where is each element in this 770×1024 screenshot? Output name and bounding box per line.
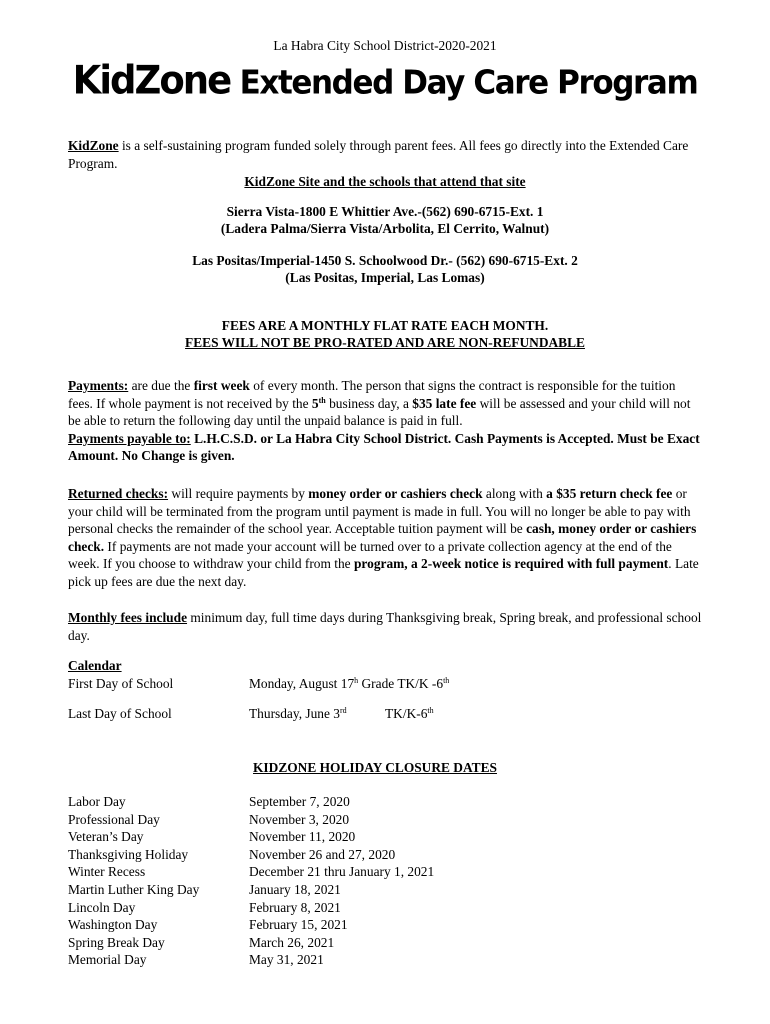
holiday-date: February 15, 2021 [249,917,348,933]
program-title-rest: Extended Day Care Program [230,64,698,102]
program-title-kidzone: KidZone [72,57,231,103]
holiday-row [68,899,702,917]
holiday-date: May 31, 2021 [249,952,324,968]
holiday-row [68,793,702,811]
first-day-label: First Day of School [68,676,174,691]
district-header: La Habra City School District-2020-2021 [273,38,497,53]
holiday-name: Martin Luther King Day [68,881,200,897]
holiday-name: Winter Recess [68,864,146,880]
holiday-date: January 18, 2021 [249,881,341,897]
holiday-date: September 7, 2020 [249,794,350,809]
holiday-row [68,881,702,899]
monthly-fees-paragraph: Monthly fees include minimum day, full time days during Thanksgiving break, Spring break, and professional school day. [68,610,702,643]
returned-checks-paragraph: Returned checks: will require payments by money order or cashiers check along with a $35 return check fee or your child will be terminated from the program until payment is made in full. You will no longer be able to pay with personal checks the remainder of the school year. Acceptable tuition payment will be cash, money order or cashiers check. If payments are not made your account will be turned over to a private collection agency at the end of the week. If you choose to withdraw your child from the program, a 2-week notice is required with full payment. Late pick up fees are due the next day. [68,486,699,589]
holiday-row [68,846,702,864]
holiday-row [68,811,702,829]
fees-notice-line-2: FEES WILL NOT BE PRO-RATED AND ARE NON-REFUNDABLE [185,335,585,350]
holiday-name: Memorial Day [68,952,147,968]
holiday-row [68,934,702,952]
site-2-schools: (Las Positas, Imperial, Las Lomas) [285,270,485,285]
calendar-heading: Calendar [68,658,122,673]
site-2-address: Las Positas/Imperial-1450 S. Schoolwood Dr.- (562) 690-6715-Ext. 2 [192,253,578,268]
holiday-closure-heading: KIDZONE HOLIDAY CLOSURE DATES [253,760,497,775]
sites-heading: KidZone Site and the schools that attend that site [244,174,526,189]
holiday-date: March 26, 2021 [249,934,335,950]
holiday-date: November 26 and 27, 2020 [249,846,396,862]
holiday-name: Lincoln Day [68,899,136,915]
holiday-name: Labor Day [68,794,126,809]
holiday-row [68,828,702,846]
holiday-closure-list [68,793,702,969]
holiday-name: Spring Break Day [68,934,165,950]
first-day-date: Monday, August 17$^h$ Grade TK/K -6th [249,676,450,691]
holiday-name: Veteran’s Day [68,829,144,845]
holiday-row [68,916,702,934]
holiday-date: November 3, 2020 [249,811,350,827]
program-title [0,59,770,105]
intro-paragraph: KidZone is a self-sustaining program funded solely through parent fees. All fees go directly into the Extended Care Program. [68,138,689,171]
holiday-row [68,863,702,881]
last-day-grade: TK/K-6th [385,706,434,721]
holiday-name: Professional Day [68,811,160,827]
payments-paragraph: Payments: are due the first week of every month. The person that signs the contract is responsible for the tuition fees. If whole payment is not received by the 5th business day, a $35 late fee will be assessed and your child will not be able to return the following day until the unpaid balance is paid in full. Payments payable to: L.H.C.S.D. or La Habra City School District. Cash Payments is Accepted. Must be Exact Amount. No Change is given. [68,378,700,464]
holiday-date: February 8, 2021 [249,899,341,915]
holiday-name: Washington Day [68,917,158,933]
holiday-date: December 21 thru January 1, 2021 [249,864,435,880]
site-1-schools: (Ladera Palma/Sierra Vista/Arbolita, El Cerrito, Walnut) [220,221,550,236]
holiday-name: Thanksgiving Holiday [68,846,189,862]
last-day-label: Last Day of School [68,706,172,721]
fees-notice-line-1: FEES ARE A MONTHLY FLAT RATE EACH MONTH. [221,318,549,333]
last-day-date: Thursday, June 3rd [249,706,347,721]
holiday-row [68,951,702,969]
holiday-date: November 11, 2020 [249,829,356,845]
site-1-address: Sierra Vista-1800 E Whittier Ave.-(562) 690-6715-Ext. 1 [226,204,544,219]
